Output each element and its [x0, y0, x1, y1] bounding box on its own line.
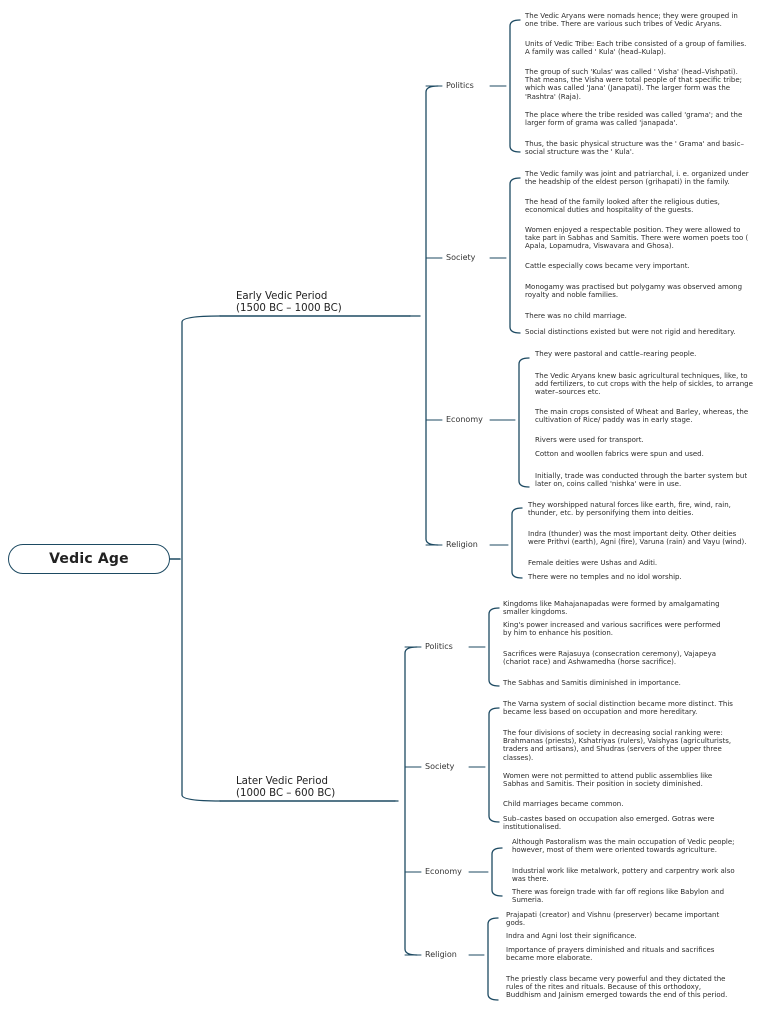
leaf-brace	[489, 608, 499, 686]
period-title: Later Vedic Period	[236, 776, 328, 787]
leaf-item: There was foreign trade with far off regions like Babylon and Sumeria.	[512, 888, 725, 905]
leaf-item: Although Pastoralism was the main occupation of Vedic people; however, most of them were oriented towards agriculture.	[512, 838, 735, 855]
leaf-item: There was no child marriage.	[525, 312, 627, 320]
leaf-item: Indra (thunder) was the most important deity. Other deities were Prithvi (earth), Agni (fire), Varuna (rain) and Vayu (wind).	[528, 530, 747, 547]
leaf-item: King's power increased and various sacrifices were performed by him to enhance his position.	[503, 621, 721, 638]
leaf-item: Indra and Agni lost their significance.	[506, 932, 637, 940]
leaf-brace	[510, 20, 520, 152]
period-dates: (1000 BC – 600 BC)	[236, 788, 336, 799]
leaf-item: Sacrifices were Rajasuya (consecration ceremony), Vajapeya (chariot race) and Ashwamedha (horse sacrifice).	[503, 650, 717, 667]
category-label: Society	[446, 253, 476, 262]
category-brace	[426, 86, 438, 545]
leaf-item: Women were not permitted to attend public assemblies like Sabhas and Samitis. Their position in society diminished.	[503, 772, 713, 789]
leaf-item: Monogamy was practised but polygamy was observed among royalty and noble families.	[525, 283, 743, 300]
category-label: Politics	[446, 81, 474, 90]
leaf-item: The Vedic Aryans were nomads hence; they were grouped in one tribe. There are various such tribes of Vedic Aryans.	[525, 12, 738, 29]
root-label: Vedic Age	[49, 551, 129, 567]
root-brace	[182, 316, 220, 801]
leaf-item: Sub–castes based on occupation also emerged. Gotras were institutionalised.	[503, 815, 715, 832]
leaf-item: The head of the family looked after the religious duties, economical duties and hospitality of the guests.	[525, 198, 720, 215]
leaf-item: They worshipped natural forces like earth, fire, wind, rain, thunder, etc. by personifying them into deities.	[528, 501, 731, 518]
leaf-item: Cotton and woollen fabrics were spun and used.	[535, 450, 704, 458]
period-dates: (1500 BC – 1000 BC)	[236, 303, 342, 314]
leaf-item: Industrial work like metalwork, pottery and carpentry work also was there.	[512, 867, 735, 884]
leaf-item: Importance of prayers diminished and rituals and sacrifices became more elaborate.	[506, 946, 715, 963]
leaf-brace	[519, 358, 529, 487]
category-label: Politics	[425, 642, 453, 651]
category-label: Religion	[425, 950, 457, 959]
leaf-item: There were no temples and no idol worship.	[528, 573, 682, 581]
category-label: Religion	[446, 540, 478, 549]
category-label: Society	[425, 762, 455, 771]
leaf-brace	[489, 708, 499, 822]
leaf-item: Kingdoms like Mahajanapadas were formed by amalgamating smaller kingdoms.	[503, 600, 720, 617]
leaf-item: The priestly class became very powerful and they dictated the rules of the rites and rituals. Because of this orthodoxy, Buddhism and Jainism emerged towards the end of this period.	[506, 975, 728, 1000]
category-label: Economy	[446, 415, 483, 424]
category-brace	[405, 647, 417, 955]
leaf-item: Prajapati (creator) and Vishnu (preserver) became important gods.	[506, 911, 720, 928]
leaf-item: The main crops consisted of Wheat and Barley, whereas, the cultivation of Rice/ paddy was in early stage.	[535, 408, 749, 425]
root-node	[8, 544, 170, 574]
category-label: Economy	[425, 867, 462, 876]
leaf-item: Rivers were used for transport.	[535, 436, 644, 444]
leaf-item: The Sabhas and Samitis diminished in importance.	[503, 679, 681, 687]
leaf-brace	[488, 918, 498, 1000]
leaf-item: The Vedic Aryans knew basic agricultural techniques, like, to add fertilizers, to cut crops with the help of sickles, to arrange water–sources etc.	[535, 372, 753, 397]
leaf-item: Women enjoyed a respectable position. They were allowed to take part in Sabhas and Samitis. There were women poets too ( Apala, Lopamudra, Viswavara and Ghosa).	[525, 226, 749, 251]
leaf-item: Social distinctions existed but were not rigid and hereditary.	[525, 328, 736, 336]
leaf-item: Thus, the basic physical structure was the ' Grama' and basic–social structure was the ' Kula'.	[525, 140, 744, 157]
leaf-item: Cattle especially cows became very important.	[525, 262, 690, 270]
leaf-item: Child marriages became common.	[503, 800, 624, 808]
leaf-item: Female deities were Ushas and Aditi.	[528, 559, 658, 567]
leaf-item: The group of such 'Kulas' was called ' Visha' (head–Vishpati). That means, the Visha were total people of that specific tribe; which was called 'Jana' (Janapati). The larger form was the 'Rashtra' (Raja).	[525, 68, 743, 101]
leaf-item: The Vedic family was joint and patriarchal, i. e. organized under the headship of the eldest person (grihapati) in the family.	[525, 170, 749, 187]
leaf-item: Initially, trade was conducted through the barter system but later on, coins called 'nishka' were in use.	[535, 472, 748, 489]
leaf-item: The Varna system of social distinction became more distinct. This became less based on occupation and more hereditary.	[503, 700, 733, 717]
leaf-brace	[492, 848, 502, 896]
leaf-brace	[512, 508, 522, 578]
leaf-item: They were pastoral and cattle–rearing people.	[535, 350, 697, 358]
period-title: Early Vedic Period	[236, 291, 328, 302]
leaf-item: The place where the tribe resided was called 'grama'; and the larger form of grama was called 'janapada'.	[525, 111, 743, 128]
leaf-item: The four divisions of society in decreasing social ranking were: Brahmanas (priests), Kshatriyas (rulers), Vaishyas (agriculturists, traders and artisans), and Shudras (servers of the upper three classes).	[503, 729, 732, 762]
leaf-brace	[510, 178, 520, 333]
leaf-item: Units of Vedic Tribe: Each tribe consisted of a group of families. A family was called ' Kula' (head–Kulap).	[525, 40, 747, 57]
